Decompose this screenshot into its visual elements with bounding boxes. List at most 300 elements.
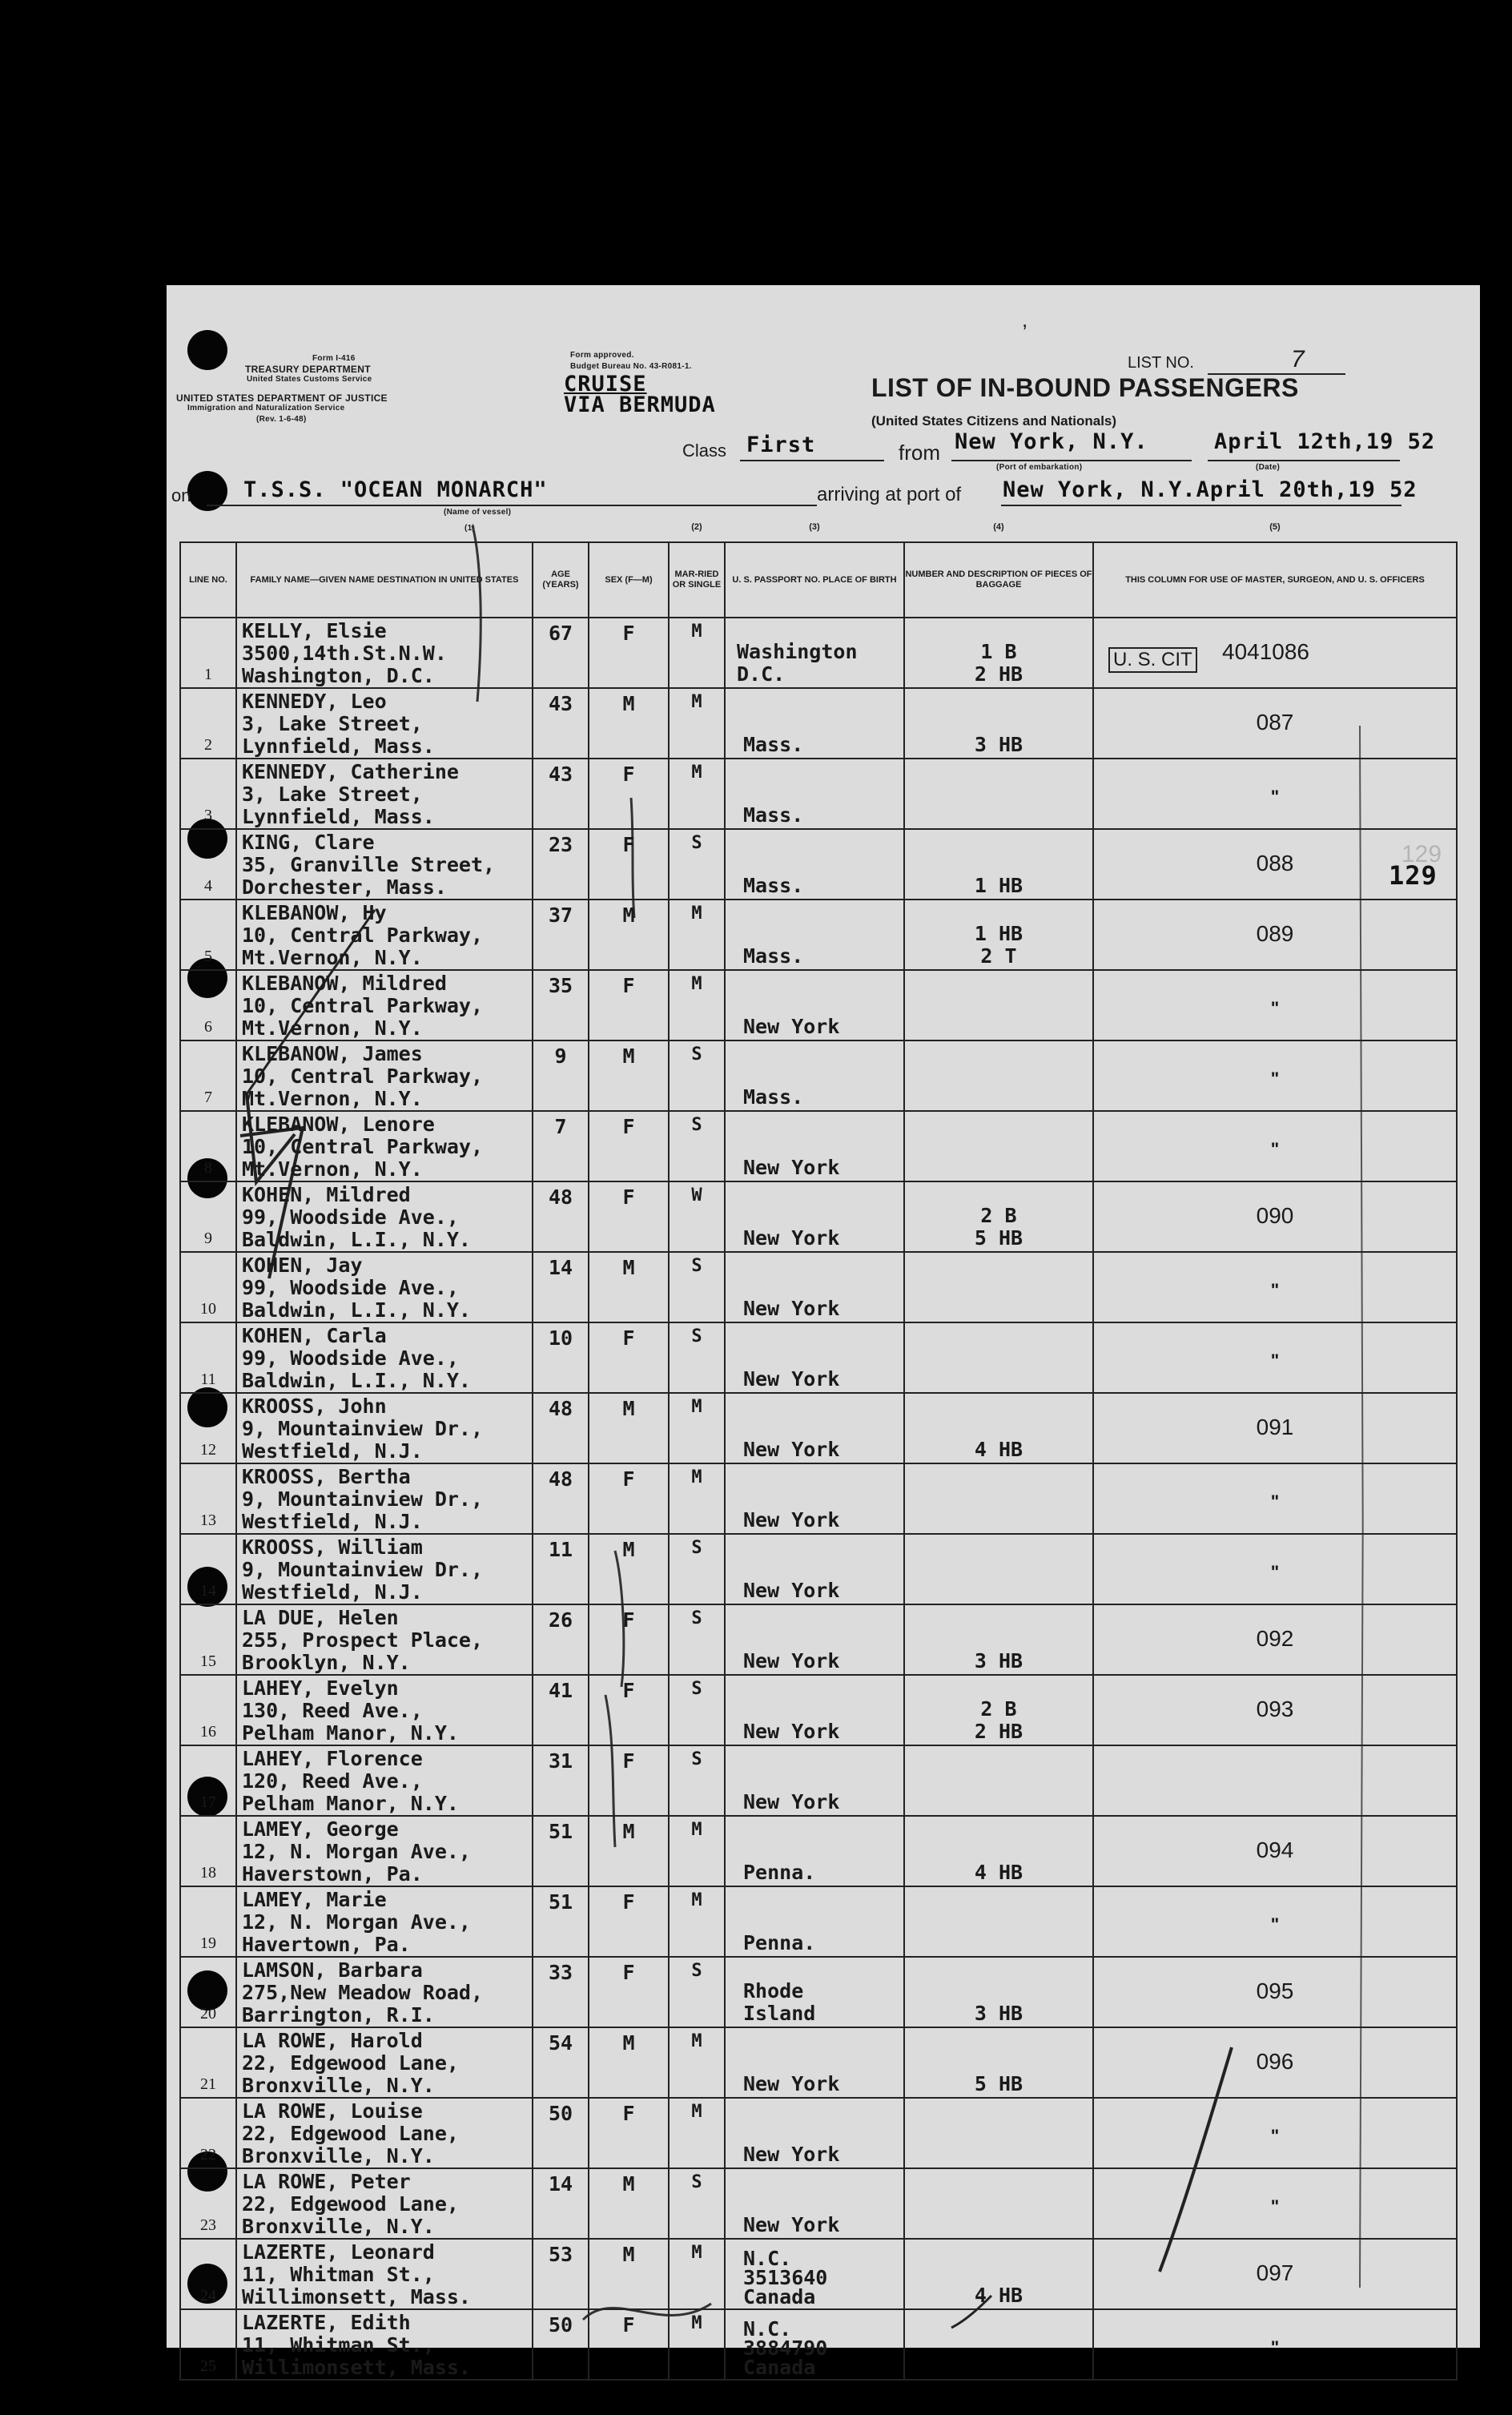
from-label: from [899,441,940,465]
sex-value: F [622,2102,635,2125]
passenger-name: KLEBANOW, Hy [242,901,387,924]
marital-value: M [691,1820,702,1840]
marital-cell [669,1322,725,1393]
marital-value: S [691,833,702,853]
age-value: 48 [548,1397,573,1420]
birth-place: New York [743,1156,840,1179]
name-cell [236,1111,533,1181]
name-cell [236,2098,533,2168]
passenger-name: KELLY, Elsie [242,619,387,642]
address-line-2: Brooklyn, N.Y. [242,1651,411,1674]
line-cell [180,2027,236,2098]
baggage-value: 2 B 2 HB [974,1697,1023,1743]
passenger-name: LA ROWE, Harold [242,2029,423,2052]
passenger-name: KOHEN, Carla [242,1324,387,1347]
form-approved: Form approved. [570,351,634,360]
date-value: April 12th,19 52 [1214,429,1436,454]
baggage-value: 3 HB [974,2002,1023,2025]
name-cell [236,1252,533,1322]
address-line-1: 99, Woodside Ave., [242,1205,459,1229]
sex-cell [589,970,669,1040]
line-cell [180,1957,236,2027]
sex-value: F [622,1890,635,1914]
marital-value: M [691,2102,702,2122]
officer-cell [1093,900,1457,970]
col-header-line: LINE NO. [180,542,236,618]
treasury-dept: TREASURY DEPARTMENT [245,364,371,375]
col-header-baggage-label: NUMBER AND DESCRIPTION OF PIECES OF BAGGAGE [905,570,1092,590]
sex-cell [589,2027,669,2098]
birth-place: N.C. 3513640 Canada [743,2247,828,2308]
passenger-name: KLEBANOW, Mildred [242,972,447,995]
line-cell [180,2168,236,2239]
line-number: 21 [200,2075,216,2093]
officer-cell [1093,1252,1457,1322]
line-number: 6 [204,1018,212,1036]
officer-number: 090 [1256,1203,1294,1228]
address-line-2: Barrington, R.I. [242,2003,435,2027]
name-cell [236,1463,533,1534]
officer-cell [1093,970,1457,1040]
officer-number: 091 [1256,1415,1294,1439]
line-number: 2 [204,736,212,754]
age-cell [533,1040,589,1111]
passenger-name: KROOSS, John [242,1395,387,1418]
officer-number: 093 [1256,1697,1294,1721]
address-line-1: 22, Edgewood Lane, [242,2051,459,2075]
line-cell [180,1675,236,1745]
col-header-officers-label: THIS COLUMN FOR USE OF MASTER, SURGEON, AND U. S. OFFICERS [1125,574,1425,585]
address-line-2: Willimonsett, Mass. [242,2285,471,2308]
line-cell [180,2098,236,2168]
marital-cell [669,970,725,1040]
address-line-1: 11, Whitman St., [242,2263,435,2286]
address-line-2: Westfield, N.J. [242,1580,423,1604]
line-number: 10 [200,1300,216,1318]
birth-place: New York [743,1579,840,1602]
line-number: 13 [200,1511,216,1529]
baggage-value: 4 HB [974,2284,1023,2307]
line-cell [180,618,236,688]
officer-number: " [1270,1069,1280,1089]
table-row [180,1745,1457,1816]
address-line-2: Willimonsett, Mass. [242,2356,471,2379]
col-header-baggage [904,522,1093,618]
officer-cell [1093,1111,1457,1181]
baggage-cell [904,900,1093,970]
baggage-cell [904,759,1093,829]
marital-cell [669,1252,725,1322]
marital-value: M [691,692,702,712]
vessel-line [207,505,817,506]
address-line-1: 99, Woodside Ave., [242,1276,459,1299]
officer-number: 092 [1256,1626,1294,1651]
address-line-1: 35, Granville Street, [242,853,496,876]
officer-cell [1093,1816,1457,1886]
address-line-1: 3, Lake Street, [242,712,423,735]
officer-cell [1093,1886,1457,1957]
marital-value: S [691,1679,702,1699]
marital-cell [669,1957,725,2027]
passport-cell [725,1322,904,1393]
age-cell [533,1181,589,1252]
sex-cell [589,1745,669,1816]
vessel-name: T.S.S. "OCEAN MONARCH" [243,477,548,502]
col-header-passport [725,522,904,618]
passport-cell [725,759,904,829]
address-line-1: 10, Central Parkway, [242,1135,484,1158]
passenger-name: KOHEN, Jay [242,1254,363,1277]
address-line-2: Baldwin, L.I., N.Y. [242,1369,471,1392]
sex-cell [589,2168,669,2239]
birth-place: Washington D.C. [737,640,858,686]
passenger-name: LAHEY, Evelyn [242,1676,399,1700]
name-cell [236,1675,533,1745]
marital-value: S [691,1538,702,1558]
address-line-2: Westfield, N.J. [242,1439,423,1463]
baggage-value: 1 HB 2 T [974,922,1023,968]
line-cell [180,1745,236,1816]
form-number: Form I-416 [312,354,356,363]
birth-place: New York [743,1508,840,1532]
line-cell [180,970,236,1040]
passenger-name: KROOSS, William [242,1536,423,1559]
address-line-1: 9, Mountainview Dr., [242,1487,484,1511]
col-header-marital [669,522,725,618]
officer-cell [1093,2309,1457,2380]
address-line-2: Baldwin, L.I., N.Y. [242,1298,471,1322]
address-line-1: 22, Edgewood Lane, [242,2192,459,2216]
birth-place: Mass. [743,803,804,827]
sex-value: F [622,1608,635,1632]
address-line-2: Bronxville, N.Y. [242,2074,435,2097]
passport-cell [725,2309,904,2380]
marital-value: S [691,1115,702,1135]
address-line-2: Mt.Vernon, N.Y. [242,1016,423,1040]
sex-cell [589,829,669,900]
baggage-cell [904,1816,1093,1886]
passenger-name: LA ROWE, Louise [242,2099,423,2123]
passenger-table [179,522,1458,2381]
passport-cell [725,688,904,759]
marital-value: M [691,622,702,642]
passenger-name: KLEBANOW, Lenore [242,1113,435,1136]
age-cell [533,1393,589,1463]
birth-place: Mass. [743,944,804,968]
name-cell [236,2168,533,2239]
officer-cell [1093,1322,1457,1393]
passport-cell [725,1111,904,1181]
list-no-value: 7 [1291,346,1305,372]
passenger-name: KROOSS, Bertha [242,1465,411,1488]
birth-place: New York [743,2072,840,2095]
line-cell [180,1393,236,1463]
name-cell [236,970,533,1040]
age-value: 50 [548,2313,573,2337]
line-number: 4 [204,877,212,895]
birth-place: Penna. [743,1931,816,1954]
officer-cell [1093,1534,1457,1604]
sex-value: M [622,2172,635,2196]
officer-cell [1093,1181,1457,1252]
baggage-cell [904,970,1093,1040]
address-line-2: Lynnfield, Mass. [242,805,435,828]
birth-place: Penna. [743,1861,816,1884]
marital-cell [669,2098,725,2168]
sex-value: F [622,2313,635,2337]
class-value: First [746,433,816,457]
marital-value: M [691,1467,702,1487]
baggage-cell [904,1463,1093,1534]
line-number: 20 [200,2005,216,2023]
marital-value: S [691,1256,702,1276]
address-line-1: 12, N. Morgan Ave., [242,1910,471,1934]
age-cell [533,1252,589,1322]
age-cell [533,2168,589,2239]
col-header-sex: SEX (F—M) [589,542,669,618]
name-cell [236,1534,533,1604]
table-row [180,1181,1457,1252]
officer-cell [1093,1957,1457,2027]
officer-cell [1093,1393,1457,1463]
passenger-name: LAZERTE, Leonard [242,2240,435,2264]
age-value: 67 [548,622,573,645]
officer-number: " [1270,1350,1280,1371]
officer-number: 087 [1256,710,1294,735]
line-cell [180,688,236,759]
officer-cell [1093,688,1457,759]
baggage-cell [904,2168,1093,2239]
margin-note-faded: 129 [1401,841,1442,867]
name-cell [236,1886,533,1957]
officer-cell [1093,2098,1457,2168]
officer-number: 095 [1256,1978,1294,2003]
passport-cell [725,1604,904,1675]
age-cell [533,2239,589,2309]
line-cell [180,1111,236,1181]
baggage-cell [904,1252,1093,1322]
address-line-1: 9, Mountainview Dr., [242,1417,484,1440]
officer-number: " [1270,2196,1280,2216]
table-row [180,900,1457,970]
officer-number: 097 [1256,2260,1294,2285]
age-cell [533,1957,589,2027]
birth-place: New York [743,1297,840,1320]
line-number: 1 [204,666,212,683]
line-number: 19 [200,1934,216,1952]
address-line-1: 130, Reed Ave., [242,1699,423,1722]
line-cell [180,1604,236,1675]
officer-cell [1093,1745,1457,1816]
sex-value: M [622,1538,635,1561]
via-label: VIA BERMUDA [564,392,716,417]
line-cell [180,1181,236,1252]
address-line-2: Washington, D.C. [242,664,435,687]
table-row [180,970,1457,1040]
address-line-1: 11, Whitman St., [242,2333,435,2357]
passport-cell [725,1181,904,1252]
baggage-value: 5 HB [974,2072,1023,2095]
form-revision: (Rev. 1-6-48) [256,415,307,424]
sex-value: F [622,763,635,786]
baggage-cell [904,1534,1093,1604]
marital-cell [669,1604,725,1675]
col-num-1: (1) [464,524,476,533]
list-title: LIST OF IN-BOUND PASSENGERS [871,373,1299,402]
age-cell [533,1816,589,1886]
baggage-value: 3 HB [974,1649,1023,1672]
name-cell [236,2239,533,2309]
age-cell [533,2027,589,2098]
class-line [740,460,884,461]
marital-value: W [691,1185,702,1205]
sex-value: M [622,2031,635,2055]
list-no-label: LIST NO. [1128,354,1194,372]
marital-cell [669,759,725,829]
line-number: 16 [200,1723,216,1741]
passport-cell [725,1886,904,1957]
age-cell [533,1745,589,1816]
baggage-cell [904,1745,1093,1816]
sex-cell [589,900,669,970]
table-row [180,2027,1457,2098]
col-num-3: (3) [809,522,820,532]
marital-value: M [691,2243,702,2263]
marital-value: M [691,974,702,994]
name-cell [236,1745,533,1816]
col-num-4: (4) [993,522,1004,532]
line-number: 17 [200,1793,216,1811]
list-subtitle: (United States Citizens and Nationals) [871,413,1117,429]
age-cell [533,970,589,1040]
table-row [180,2168,1457,2239]
marital-cell [669,618,725,688]
address-line-1: 120, Reed Ave., [242,1769,423,1793]
sex-value: F [622,1961,635,1984]
date-caption: (Date) [1256,463,1281,472]
birth-place: New York [743,1790,840,1813]
birth-place: New York [743,1438,840,1461]
address-line-2: Pelham Manor, N.Y. [242,1721,459,1745]
sex-value: F [622,1467,635,1491]
passport-cell [725,1675,904,1745]
age-value: 54 [548,2031,573,2055]
age-value: 50 [548,2102,573,2125]
on-label: on [171,485,191,505]
sex-cell [589,1181,669,1252]
baggage-cell [904,2239,1093,2309]
citizen-stamp: U. S. CIT [1108,647,1197,673]
sex-cell [589,1111,669,1181]
passport-cell [725,1816,904,1886]
baggage-cell [904,1393,1093,1463]
birth-place: Mass. [743,733,804,756]
age-value: 9 [554,1044,567,1068]
line-number: 22 [200,2146,216,2163]
ins-service: Immigration and Naturalization Service [187,404,345,413]
passport-cell [725,618,904,688]
col-header-passport-label: U. S. PASSPORT NO. PLACE OF BIRTH [732,574,897,585]
age-cell [533,2309,589,2380]
marital-value: M [691,763,702,783]
passenger-name: KLEBANOW, James [242,1042,423,1065]
marital-cell [669,2309,725,2380]
birth-place: Mass. [743,1085,804,1109]
sex-cell [589,1604,669,1675]
passenger-name: LAMSON, Barbara [242,1958,423,1982]
birth-place: New York [743,1649,840,1672]
officer-cell [1093,1040,1457,1111]
passport-cell [725,829,904,900]
date-line [1208,460,1400,461]
table-row [180,2239,1457,2309]
birth-place: New York [743,2143,840,2166]
passport-cell [725,2027,904,2098]
sex-value: F [622,974,635,997]
baggage-cell [904,1886,1093,1957]
baggage-cell [904,1111,1093,1181]
sex-value: M [622,1820,635,1843]
address-line-1: 3, Lake Street, [242,783,423,806]
address-line-1: 99, Woodside Ave., [242,1346,459,1370]
col-header-officers [1093,522,1457,618]
line-number: 25 [200,2357,216,2375]
sex-cell [589,1957,669,2027]
name-cell [236,1181,533,1252]
passport-cell [725,1463,904,1534]
table-row [180,1604,1457,1675]
name-cell [236,2309,533,2380]
officer-number: " [1270,1562,1280,1582]
birth-place: Mass. [743,874,804,897]
baggage-value: 4 HB [974,1438,1023,1461]
officer-number: " [1270,2126,1280,2146]
birth-place: New York [743,1226,840,1250]
officer-number: " [1270,1139,1280,1159]
address-line-2: Pelham Manor, N.Y. [242,1792,459,1815]
sex-value: M [622,904,635,927]
line-cell [180,1534,236,1604]
passenger-name: LA DUE, Helen [242,1606,399,1629]
age-value: 48 [548,1467,573,1491]
age-value: 53 [548,2243,573,2266]
age-cell [533,900,589,970]
sex-value: M [622,1044,635,1068]
marital-cell [669,688,725,759]
baggage-cell [904,2027,1093,2098]
line-number: 14 [200,1582,216,1600]
officer-cell [1093,1675,1457,1745]
age-cell [533,1886,589,1957]
line-number: 23 [200,2216,216,2234]
passenger-name: KENNEDY, Catherine [242,760,459,783]
col-header-marital-label: MAR-RIED OR SINGLE [672,570,722,590]
line-cell [180,1252,236,1322]
baggage-cell [904,2098,1093,2168]
table-row [180,829,1457,900]
officer-number: " [1270,1914,1280,1934]
age-value: 51 [548,1890,573,1914]
age-value: 43 [548,692,573,715]
col-num-5: (5) [1269,522,1281,532]
marital-cell [669,1816,725,1886]
address-line-1: 10, Central Parkway, [242,924,484,947]
name-cell [236,1604,533,1675]
sex-cell [589,2239,669,2309]
birth-place: New York [743,1015,840,1038]
address-line-2: Baldwin, L.I., N.Y. [242,1228,471,1251]
line-cell [180,2309,236,2380]
